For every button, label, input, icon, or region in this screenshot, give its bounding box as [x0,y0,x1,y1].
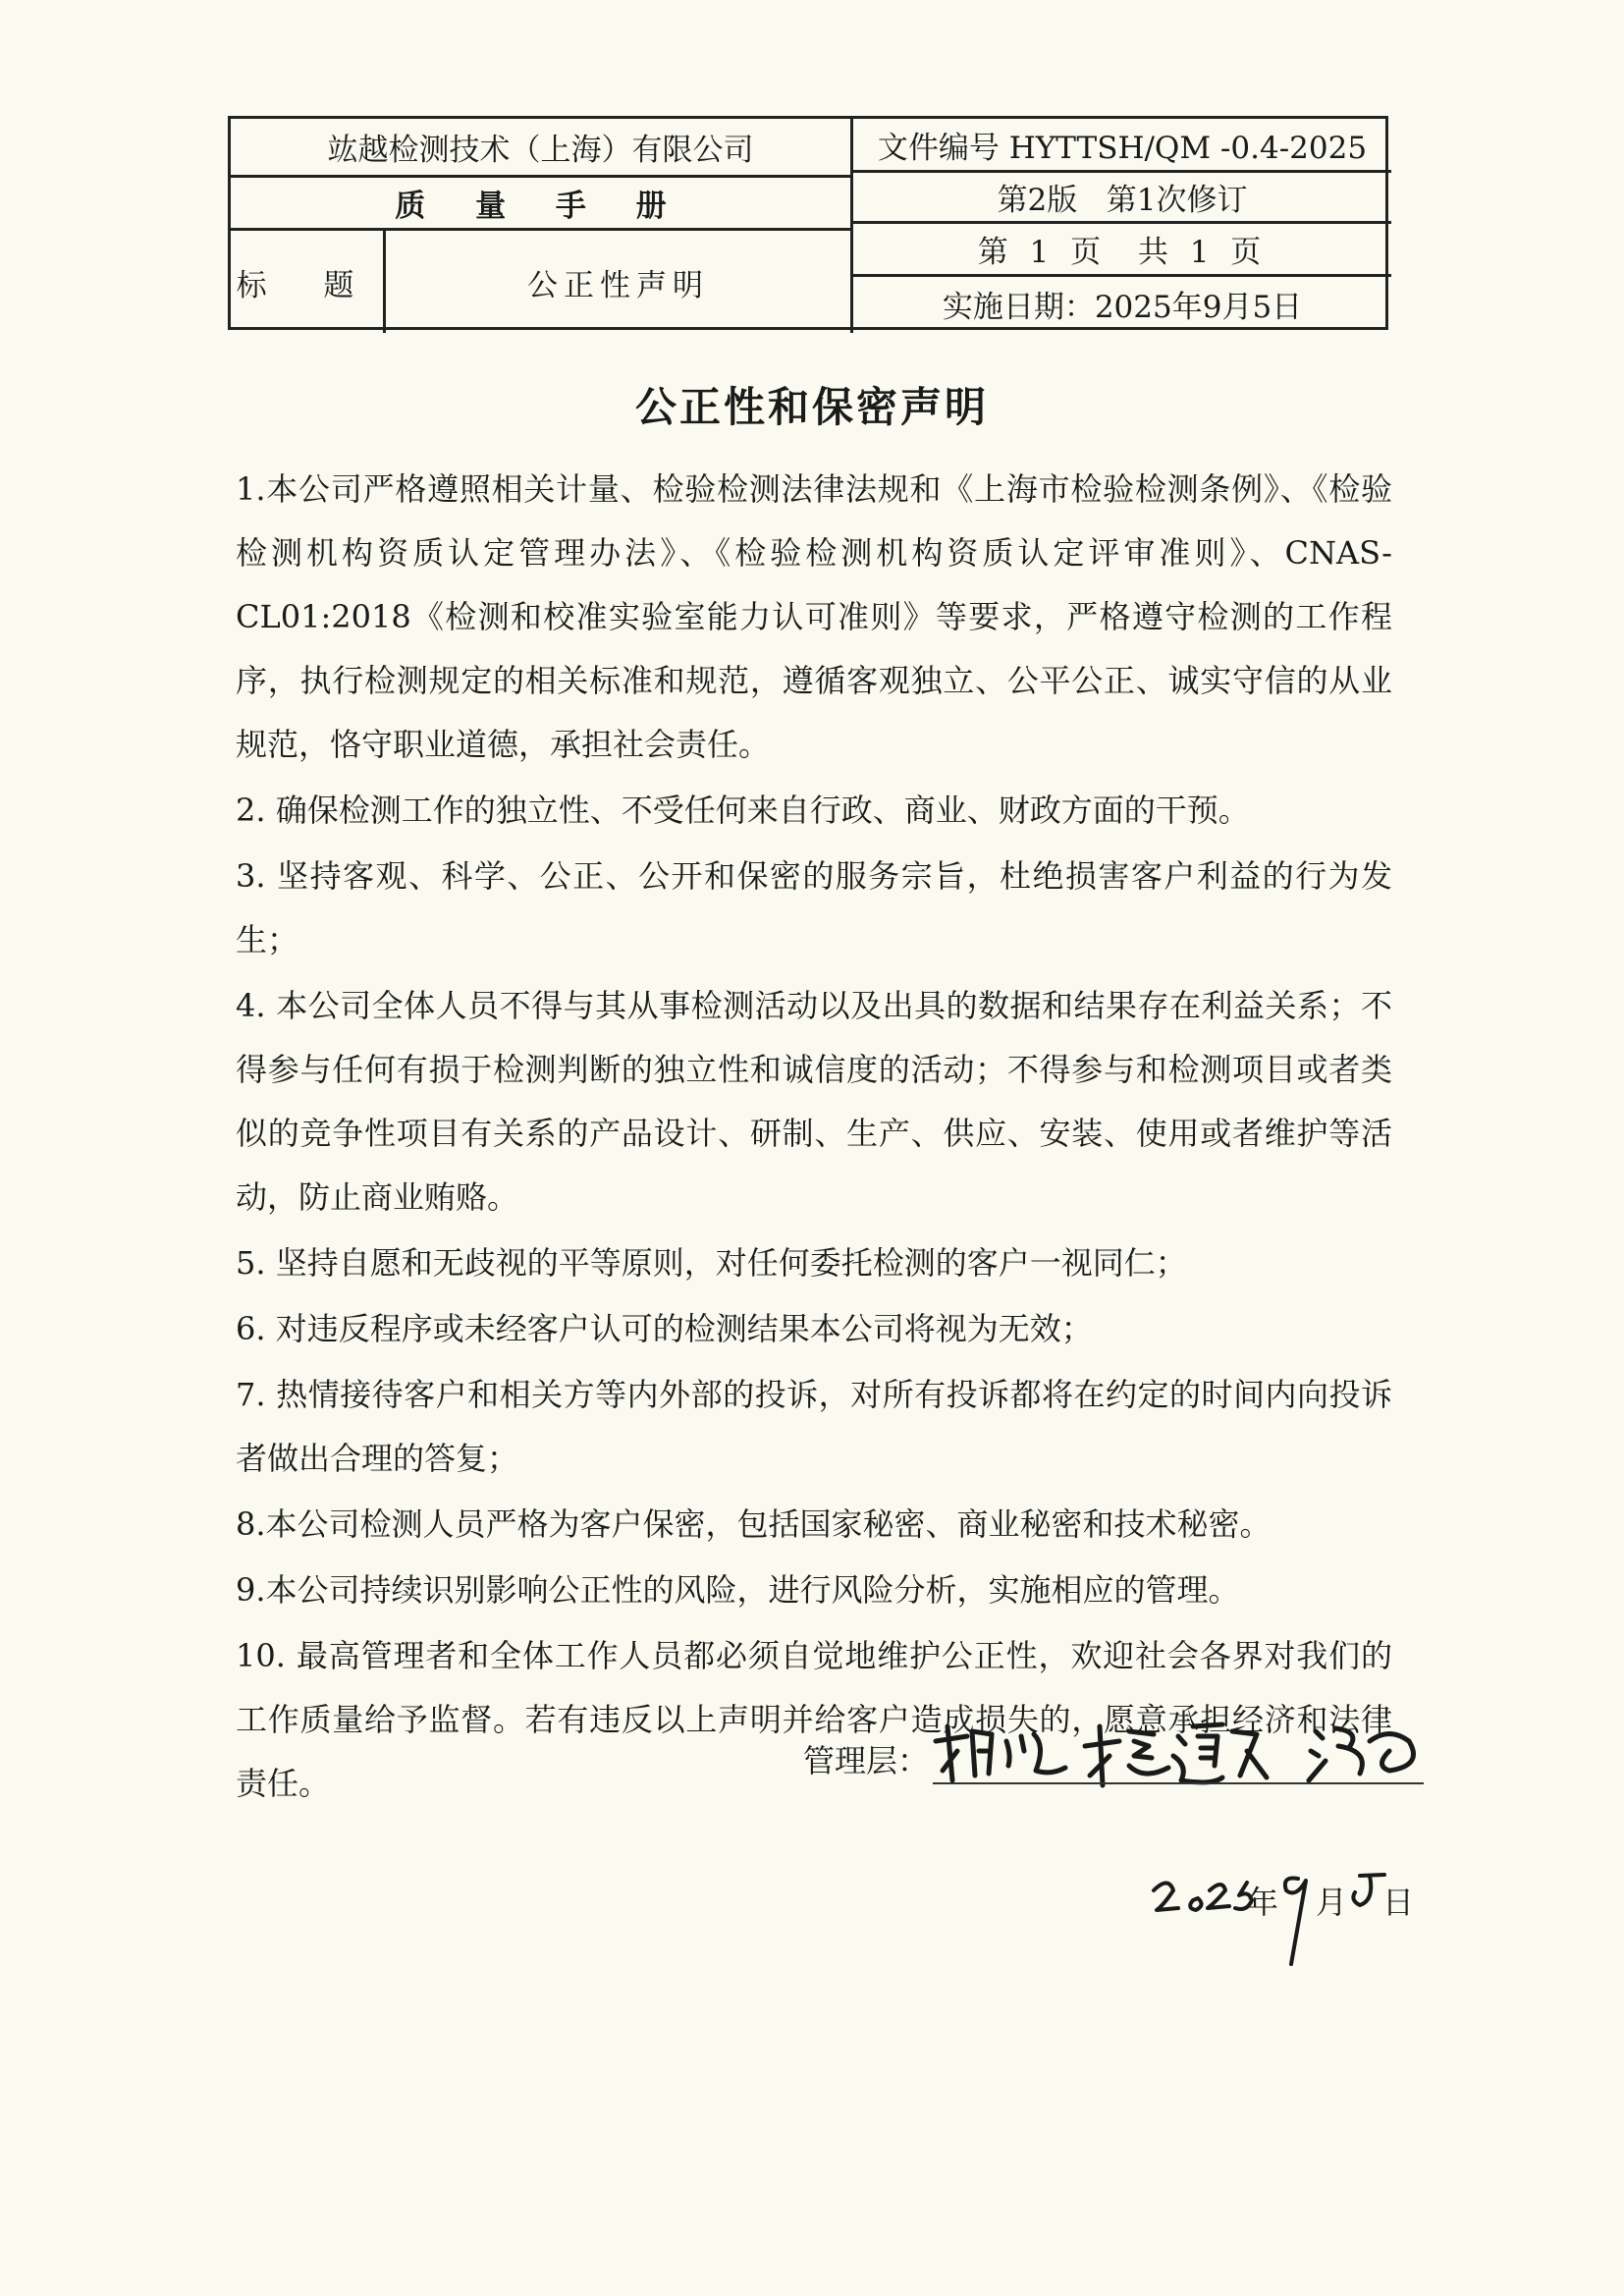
document-heading: 公正性和保密声明 [634,383,989,431]
paragraph-7: 7. 热情接待客户和相关方等内外部的投诉，对所有投诉都将在约定的时间内向投诉者做出合理的答复； [236,1376,1392,1477]
document-number: 文件编号 HYTTSH/QM -0.4-2025 [877,130,1368,166]
manual-name: 质 量 手 册 [395,189,686,224]
date-year-suffix: 年 [1247,1884,1279,1921]
paragraph-2: 2. 确保检测工作的独立性、不受任何来自行政、商业、财政方面的干预。 [236,792,1250,829]
paragraph-6: 6. 对违反程序或未经客户认可的检测结果本公司将视为无效； [236,1310,1093,1347]
document-header-table [228,116,1388,330]
paragraph-5: 5. 坚持自愿和无歧视的平等原则，对任何委托检测的客户一视同仁； [236,1244,1187,1282]
date-month-suffix: 月 [1316,1884,1348,1921]
paragraph-3: 3. 坚持客观、科学、公正、公开和保密的服务宗旨，杜绝损害客户利益的行为发生； [236,857,1392,958]
version-info: 第2版 第1次修订 [997,183,1248,218]
company-name: 竑越检测技术（上海）有限公司 [327,133,754,168]
effective-date: 实施日期：2025年9月5日 [942,290,1303,325]
page-info: 第 1 页 共 1 页 [977,235,1268,270]
paragraph-8: 8.本公司检测人员严格为客户保密，包括国家秘密、商业秘密和技术秘密。 [236,1505,1272,1543]
paragraph-4: 4. 本公司全体人员不得与其从事检测活动以及出具的数据和结果存在利益关系；不得参与任何有损于检测判断的独立性和诚信度的活动；不得参与和检测项目或者类似的竞争性项目有关系的产品设计、研制、生产、供应、安装、使用或者维护等活动，防止商业贿赂。 [236,987,1392,1216]
signature-line [933,1782,1424,1784]
management-signatures [928,1697,1438,1795]
management-label: 管理层： [803,1742,930,1779]
paragraph-1: 1.本公司严格遵照相关计量、检验检测法律法规和《上海市检验检测条例》、《检验检测机构资质认定管理办法》、《检验检测机构资质认定评审准则》、CNAS-CL01:2018《检测和校准实验室能力认可准则》等要求，严格遵守检测的工作程序，执行检测规定的相关标准和规范，遵循客观独立、公平公正、诚实守信的从业规范，恪守职业道德，承担社会责任。 [236,470,1392,763]
paragraph-9: 9.本公司持续识别影响公正性的风险，进行风险分析，实施相应的管理。 [236,1571,1240,1609]
paragraph-10: 10. 最高管理者和全体工作人员都必须自觉地维护公正性，欢迎社会各界对我们的工作质量给予监督。若有违反以上声明并给客户造成损失的，愿意承担经济和法律责任。 [236,1637,1392,1802]
statement-body [236,458,1392,1816]
title-value: 公正性声明 [527,267,709,303]
title-label: 标 题 [236,267,378,303]
date-day-suffix: 日 [1382,1884,1415,1921]
